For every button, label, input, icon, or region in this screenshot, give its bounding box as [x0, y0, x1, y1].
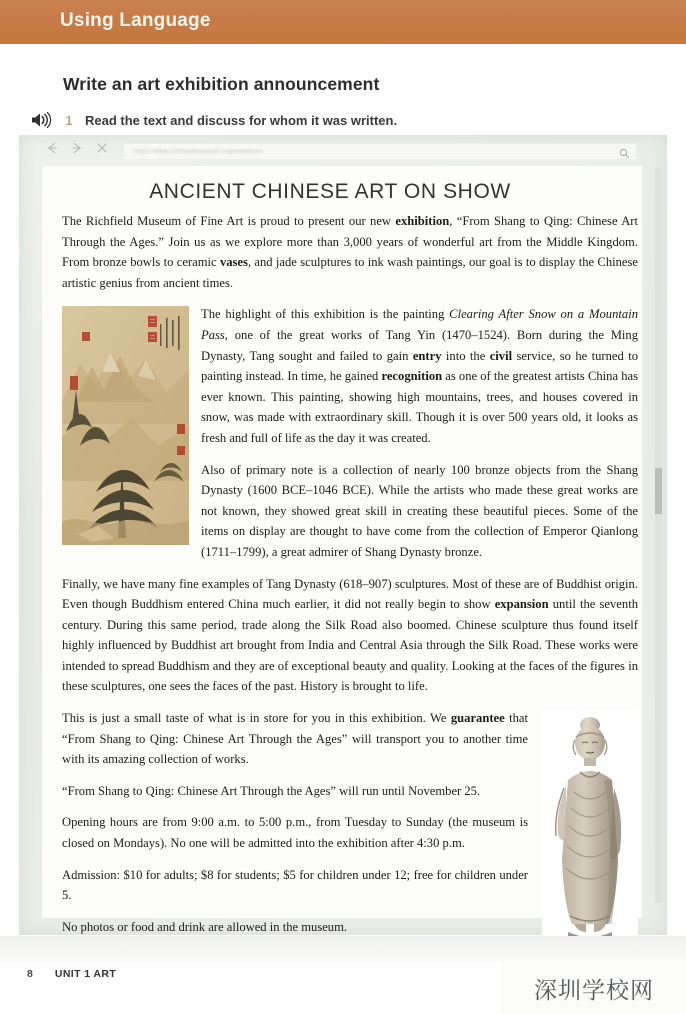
p2-bold-civil: civil	[489, 348, 513, 363]
footer-page-number: 8	[27, 968, 33, 980]
vertical-scrollbar[interactable]	[655, 168, 662, 903]
p2-part-b: , one of the great works of Tang Yin (1470–1524). Born during the Ming Dynasty, Tang sought and failed to gain	[201, 327, 638, 363]
paragraph-sculptures	[62, 574, 638, 698]
paragraph-rules: No photos or food and drink are allowed in the museum.	[62, 919, 348, 934]
p4-part-a: Finally, we have many fine examples of Tang Dynasty (618–907) sculptures. Most of these are of Buddhist origin. Even though Buddhism entered China much earlier, it did not really begin to show	[62, 576, 638, 612]
browser-toolbar	[19, 135, 667, 165]
url-text: https://www.richfieldmuseum.org/exhibition	[133, 148, 264, 155]
footer-unit-label: UNIT 1 ART	[54, 968, 117, 980]
paragraph-opening-hours: Opening hours are from 9:00 a.m. to 5:00 p.m., from Tuesday to Sunday (the museum is closed on Mondays). No one will be admitted into the exhibition after 4:30 p.m.	[62, 815, 528, 851]
article-title: ANCIENT CHINESE ART ON SHOW	[149, 180, 511, 203]
browser-nav-icons	[45, 141, 109, 155]
back-arrow-icon[interactable]	[45, 141, 59, 155]
paragraph-run-dates: “From Shang to Qing: Chinese Art Through the Ages” will run until November 25.	[62, 783, 481, 798]
p1-part-a: The Richfield Museum of Fine Art is proud to present our new	[62, 214, 396, 228]
p2-part-e: as one of the greatest artists China has ever known. This painting, showing high mountains, trees, and houses covered in snow, was made with extraordinary skill. Though it is over 500 years old, it looks as fresh and full of life as the day it was created.	[201, 369, 638, 445]
chinese-landscape-painting	[62, 306, 189, 545]
p5-part-a: This is just a small taste of what is in store for you in this exhibition. We	[62, 711, 451, 726]
task-row	[30, 111, 397, 129]
p1-part-b: , “From Shang to Qing: Chinese Art Through the Ages.” Join us as we explore more than 3,000 years of wonderful art from the Middle Kingdom. From bronze bowls to ceramic	[62, 214, 638, 270]
search-icon[interactable]	[619, 146, 630, 164]
p1-bold-vases: vases	[219, 255, 248, 270]
article-container	[42, 166, 646, 204]
page-footer	[27, 968, 116, 980]
p2-bold-entry: entry	[412, 348, 442, 363]
task-instruction: Read the text and discuss for whom it was written.	[85, 112, 398, 128]
task-number: 1	[65, 112, 73, 128]
p2-part-d: service, so he turned to painting instead. In time, he gained	[201, 348, 638, 384]
p2-part-c: into the	[441, 348, 490, 363]
watermark	[502, 962, 686, 1014]
paragraph-admission: Admission: $10 for adults; $8 for students; $5 for children under 12; free for children under 5.	[62, 867, 528, 903]
banner-title: Using Language	[60, 10, 211, 31]
close-icon[interactable]	[95, 141, 109, 155]
p1-part-c: , and jade sculptures to ink wash paintings, our goal is to display the Chinese artistic genius from ancient times.	[62, 255, 639, 290]
article-body	[62, 211, 638, 948]
p2-part-a: The highlight of this exhibition is the painting	[201, 307, 450, 322]
p4-part-b: until the seventh century. During this same period, trade along the Silk Road also boomed. Chinese sculpture thus found itself highly influenced by Buddhist art brought from India and Central Asia through the Silk Road. These works were intended to spread Buddhism and they are of exceptional beauty and quality. Looking at the faces of the figures in these sculptures, one sees the faces of the past. History is brought to life.	[62, 597, 638, 694]
watermark-text: 深圳学校网	[534, 977, 654, 1004]
scrollbar-thumb[interactable]	[655, 468, 662, 514]
p2-bold-recognition: recognition	[381, 369, 443, 384]
p5-bold-guarantee: guarantee	[450, 711, 505, 726]
p4-bold-expansion: expansion	[494, 597, 549, 612]
paragraph-intro	[62, 211, 638, 293]
forward-arrow-icon[interactable]	[70, 141, 84, 155]
p5-part-b: that “From Shang to Qing: Chinese Art Through the Ages” will transport you to another time with its amazing collection of works.	[62, 711, 528, 767]
speaker-icon[interactable]	[30, 111, 52, 129]
paragraph-bronze: Also of primary note is a collection of nearly 100 bronze objects from the Shang Dynasty (1600 BCE–1046 BCE). While the artists who made these great works are not known, they showed great skill in creating these beautiful pieces. Some of the items on display are thought to have come from the collection of Emperor Qianlong (1711–1799), a great admirer of Shang Dynasty bronze.	[201, 462, 638, 559]
unit-banner	[0, 0, 686, 44]
p1-bold-exhibition: exhibition	[395, 214, 450, 228]
buddha-statue-photo	[542, 710, 638, 942]
section-heading: Write an art exhibition announcement	[63, 74, 380, 94]
p2-italic-title: Clearing After Snow on a Mountain Pass	[201, 307, 638, 342]
url-input[interactable]	[123, 143, 637, 160]
page-bottom-tint	[0, 936, 686, 962]
